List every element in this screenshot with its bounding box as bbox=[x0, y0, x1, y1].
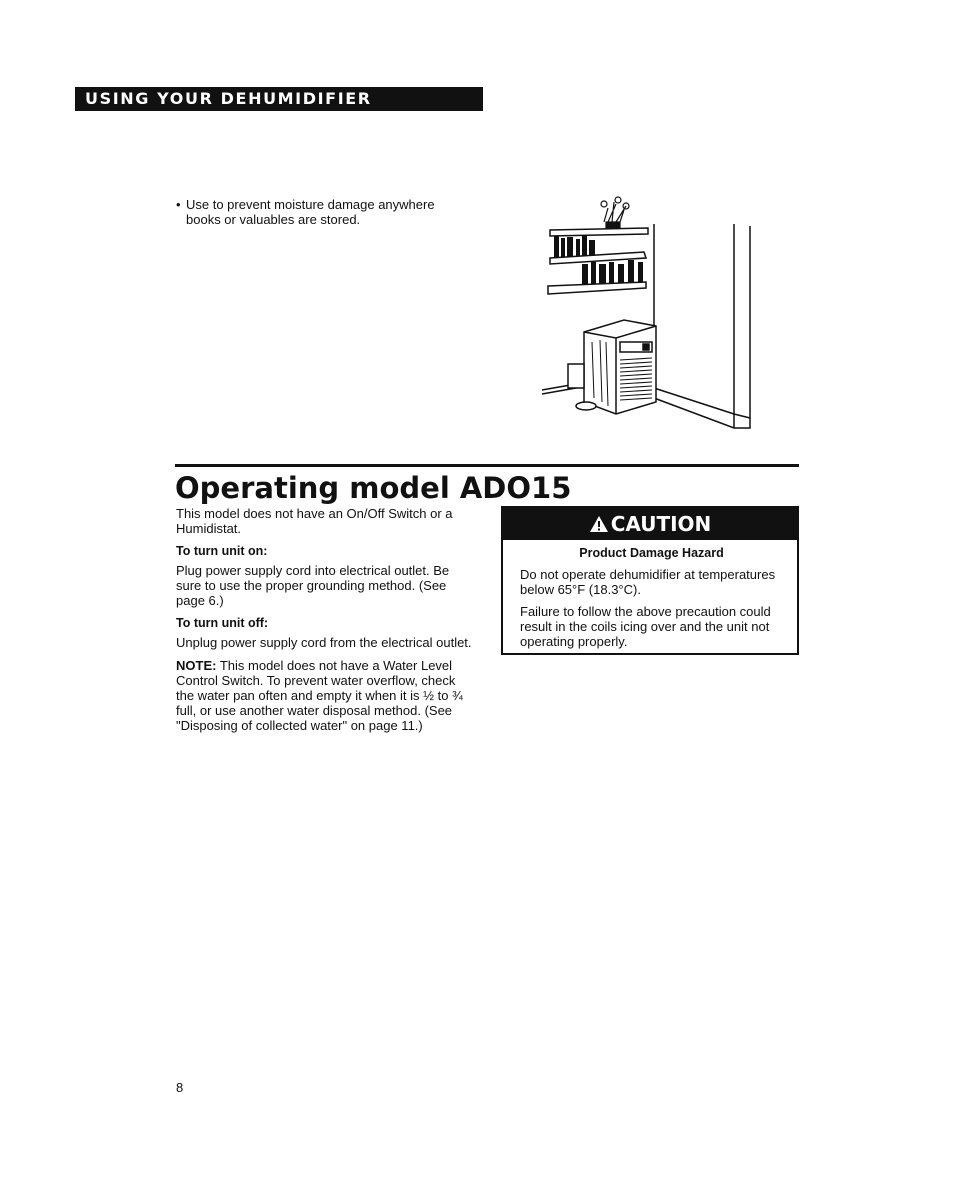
bullet-symbol: • bbox=[176, 197, 181, 212]
intro-bullet bbox=[176, 197, 466, 227]
note-label: NOTE: bbox=[176, 658, 217, 673]
caution-text-2: Failure to follow the above precaution could result in the coils icing over and the unit not operating properly. bbox=[520, 604, 771, 649]
caution-box bbox=[501, 506, 799, 655]
section-title: USING YOUR DEHUMIDIFIER bbox=[85, 89, 372, 108]
operating-instructions bbox=[176, 506, 476, 741]
caution-body bbox=[503, 540, 797, 649]
model-intro: This model does not have an On/Off Switch or a Humidistat. bbox=[176, 506, 453, 536]
turn-on-text: Plug power supply cord into electrical outlet. Be sure to use the proper grounding method. (See page 6.) bbox=[176, 563, 450, 608]
hazard-title: Product Damage Hazard bbox=[579, 546, 724, 560]
caution-text-1: Do not operate dehumidifier at temperatures below 65°F (18.3°C). bbox=[520, 567, 776, 597]
note-text: This model does not have a Water Level Control Switch. To prevent water overflow, check the water pan often and empty it when it is ½ to ¾ full, or use another water disposal method. (See "Disposing of collected water" on page 11.) bbox=[176, 658, 463, 733]
note-paragraph bbox=[176, 658, 476, 733]
warning-triangle-icon bbox=[589, 515, 609, 533]
page-title: Operating model ADO15 bbox=[175, 471, 572, 505]
section-divider bbox=[175, 464, 799, 467]
bullet-text: Use to prevent moisture damage anywhere books or valuables are stored. bbox=[186, 197, 435, 227]
turn-off-text: Unplug power supply cord from the electrical outlet. bbox=[176, 635, 472, 650]
turn-off-heading: To turn unit off: bbox=[176, 616, 269, 630]
section-header-bar bbox=[75, 87, 483, 111]
caution-title: CAUTION bbox=[610, 512, 712, 536]
caution-header bbox=[503, 508, 797, 540]
turn-on-heading: To turn unit on: bbox=[176, 544, 268, 558]
dehumidifier-illustration bbox=[536, 192, 758, 432]
page-number: 8 bbox=[176, 1080, 184, 1095]
